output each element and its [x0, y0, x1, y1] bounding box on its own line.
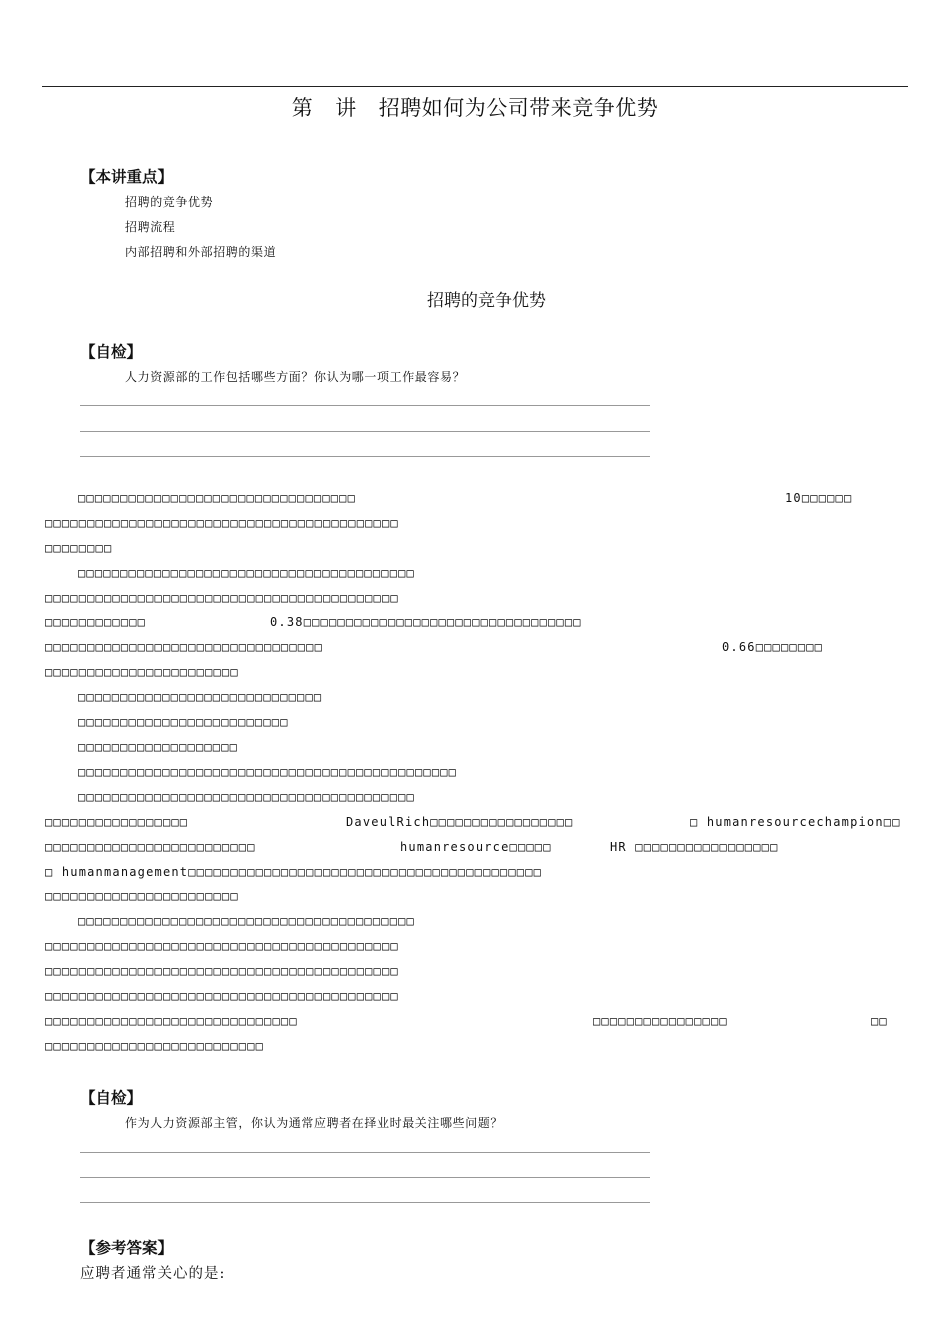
body-line: 0.66□□□□□□□□ [722, 640, 824, 654]
body-line: □□□□□□□□□□□□□□□□□□□□□□□□□□□□□□□□□□□□□□□□ [78, 914, 415, 928]
body-line: □□□□□□□□□□□□□□□□□□□□□□□ [45, 889, 239, 903]
body-line: □ humanresourcechampion□□ [690, 815, 901, 829]
body-line: □□□□□□□□□□□□□□□□□□□□□□□□□□□□□□□□□□□□□□□□□□ [45, 964, 399, 978]
body-line: □□□□□□□□□□□□ [45, 615, 147, 629]
body-line: □□ [871, 1014, 888, 1028]
body-line: □□□□□□□□□□□□□□□□□□□□□□□□□□□□□□ [45, 1014, 298, 1028]
key-point-3: 内部招聘和外部招聘的渠道 [125, 245, 277, 259]
reference-answer-header: 【参考答案】 [80, 1239, 174, 1257]
body-line: □□□□□□□□□□□□□□□□□□□□□□□□□ [45, 840, 256, 854]
self-check-header-2: 【自检】 [80, 1089, 143, 1107]
page-title [0, 92, 950, 122]
answer-line-6 [80, 1202, 650, 1203]
body-line: □□□□□□□□□□□□□□□□□□□□□□□□□□□□□□□□□□□□□□□□□□ [45, 591, 399, 605]
body-line: □□□□□□□□□□□□□□□□□□□□□□□□□□□□□□□□□□□□□□□□ [78, 566, 415, 580]
key-point-2: 招聘流程 [125, 220, 176, 234]
title-part-3: 招聘如何为公司带来竞争优势 [378, 96, 659, 120]
key-point-1: 招聘的竞争优势 [125, 195, 214, 209]
body-line: □□□□□□□□□□□□□□□□□□□□□□□□□□□□□□□□□□□□□□□□□□ [45, 516, 399, 530]
body-line: □□□□□□□□□□□□□□□□□ [45, 815, 189, 829]
body-line: 10□□□□□□ [785, 491, 853, 505]
section-title: 招聘的竞争优势 [427, 291, 546, 311]
body-line: □□□□□□□□□□□□□□□□□□□□□□□□□□□□□□□□□□□□□□□□□□ [45, 989, 399, 1003]
self-check-question-1: 人力资源部的工作包括哪些方面？你认为哪一项工作最容易？ [125, 370, 466, 384]
body-line: 0.38□□□□□□□□□□□□□□□□□□□□□□□□□□□□□□□□□ [270, 615, 582, 629]
body-line: □□□□□□□□□□□□□□□□□□□□□□□□□□□□□ [78, 690, 323, 704]
body-line: □□□□□□□□□□□□□□□□□□□□□□□□□□□□□□□□□ [45, 640, 324, 654]
body-line: □□□□□□□□□□□□□□□□□□□□□□□□□□□□□□□□□□□□□□□□ [78, 790, 415, 804]
answer-line-5 [80, 1177, 650, 1178]
body-line: humanresource□□□□□ [400, 840, 552, 854]
body-line: □□□□□□□□□□□□□□□□□□□□□□□□□ [78, 715, 289, 729]
answer-line-2 [80, 431, 650, 432]
body-line: DaveulRich□□□□□□□□□□□□□□□□□ [346, 815, 574, 829]
key-points-header: 【本讲重点】 [80, 168, 174, 186]
reference-answer-text: 应聘者通常关心的是: [80, 1266, 226, 1282]
self-check-header-1: 【自检】 [80, 343, 143, 361]
body-line: □□□□□□□□ [45, 541, 113, 555]
body-line: □□□□□□□□□□□□□□□□□□□□□□□□□□ [45, 1039, 265, 1053]
body-line: □□□□□□□□□□□□□□□□ [593, 1014, 728, 1028]
body-line: □□□□□□□□□□□□□□□□□□□ [78, 740, 239, 754]
body-line: □ humanmanagement□□□□□□□□□□□□□□□□□□□□□□□□□□□□□□□□□□□□□□□□□□ [45, 865, 543, 879]
answer-line-3 [80, 456, 650, 457]
title-part-2: 讲 [335, 96, 357, 120]
body-line: HR □□□□□□□□□□□□□□□□□ [610, 840, 779, 854]
top-rule [42, 86, 908, 87]
title-part-1: 第 [291, 96, 314, 120]
answer-line-4 [80, 1152, 650, 1153]
body-line: □□□□□□□□□□□□□□□□□□□□□□□□□□□□□□□□□□□□□□□□□□□□□ [78, 765, 458, 779]
body-line: □□□□□□□□□□□□□□□□□□□□□□□□□□□□□□□□□□□□□□□□□□ [45, 939, 399, 953]
self-check-question-2: 作为人力资源部主管，你认为通常应聘者在择业时最关注哪些问题？ [125, 1116, 504, 1130]
answer-line-1 [80, 405, 650, 406]
body-line: □□□□□□□□□□□□□□□□□□□□□□□□□□□□□□□□□ [78, 491, 357, 505]
body-line: □□□□□□□□□□□□□□□□□□□□□□□ [45, 665, 239, 679]
